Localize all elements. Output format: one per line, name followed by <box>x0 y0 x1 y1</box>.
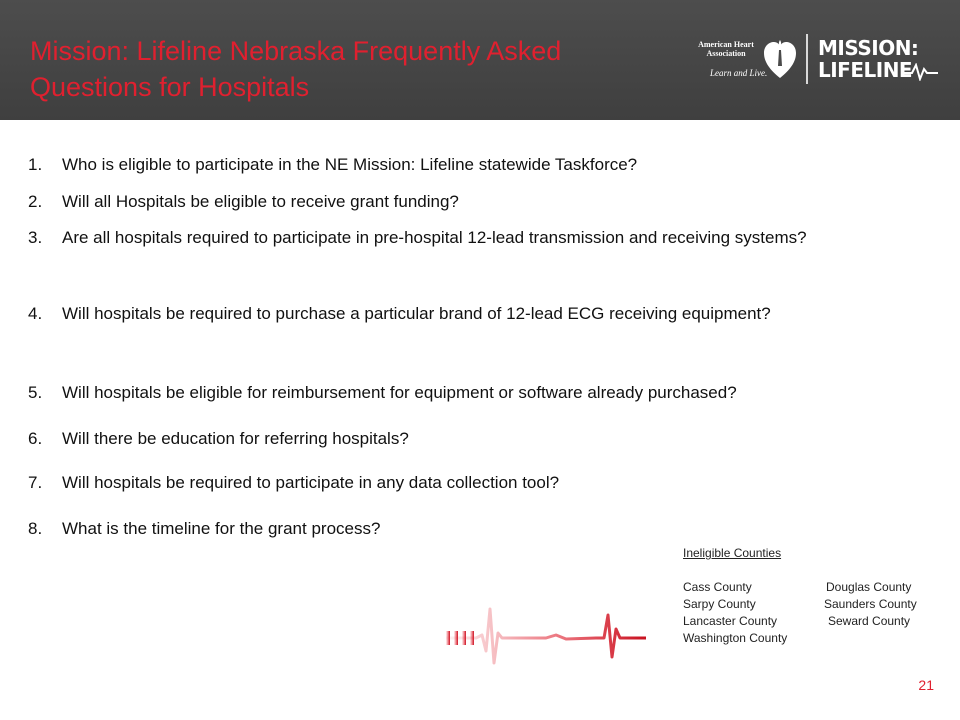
aha-logo-text <box>694 40 758 58</box>
faq-question: What is the timeline for the grant process? <box>62 519 381 538</box>
county-name: Cass County <box>683 580 752 594</box>
mission-lifeline-logo-line2: LIFELINE <box>818 58 913 82</box>
mission-lifeline-logo-line1: MISSION: <box>818 36 919 60</box>
faq-number: 7. <box>28 473 43 492</box>
faq-item <box>28 296 928 332</box>
faq-question: Are all hospitals required to participate in pre-hospital 12-lead transmission and receiving systems? <box>62 228 807 247</box>
ineligible-counties-title: Ineligible Counties <box>683 546 782 560</box>
county-name: Lancaster County <box>683 614 778 628</box>
mission-lifeline-logo <box>818 37 938 85</box>
county-row <box>683 613 945 630</box>
county-name: Saunders County <box>824 597 917 611</box>
faq-question: Will all Hospitals be eligible to receive grant funding? <box>62 192 459 211</box>
faq-number: 8. <box>28 519 43 538</box>
faq-number: 6. <box>28 429 43 448</box>
faq-item <box>28 425 928 452</box>
ekg-heartbeat-graphic <box>446 605 646 665</box>
faq-question: Will there be education for referring hospitals? <box>62 429 409 448</box>
page-number: 21 <box>918 677 934 693</box>
faq-item <box>28 515 928 542</box>
faq-item <box>28 188 928 215</box>
faq-item <box>28 224 928 251</box>
faq-question: Who is eligible to participate in the NE Mission: Lifeline statewide Taskforce? <box>62 155 638 174</box>
faq-item <box>28 469 928 496</box>
county-name: Douglas County <box>826 580 912 594</box>
logo-divider <box>806 34 808 84</box>
header-bar <box>0 0 960 120</box>
faq-number: 5. <box>28 383 43 402</box>
county-name: Washington County <box>683 631 788 645</box>
county-name: Sarpy County <box>683 597 756 611</box>
faq-number: 1. <box>28 155 43 174</box>
heartbeat-line-icon <box>902 63 938 81</box>
faq-question: Will hospitals be eligible for reimbursement for equipment or software already purchased? <box>62 383 737 402</box>
heart-torch-icon <box>762 36 798 82</box>
faq-number: 2. <box>28 192 43 211</box>
faq-number: 4. <box>28 304 43 323</box>
aha-logo-line2: Association <box>706 49 746 58</box>
faq-item <box>28 379 928 406</box>
county-row <box>683 579 945 596</box>
aha-logo-line1: American Heart <box>698 40 754 49</box>
spacer <box>683 562 945 579</box>
faq-item <box>28 151 928 178</box>
county-row <box>683 596 945 613</box>
faq-number: 3. <box>28 228 43 247</box>
faq-question: Will hospitals be required to participate in any data collection tool? <box>62 473 560 492</box>
county-row <box>683 630 945 647</box>
american-heart-association-logo <box>694 34 798 86</box>
faq-question: Will hospitals be required to purchase a particular brand of 12-lead ECG receiving equipment? <box>62 304 771 323</box>
slide-title: Mission: Lifeline Nebraska Frequently Asked Questions for Hospitals <box>30 36 562 102</box>
aha-tagline: Learn and Live. <box>710 68 768 78</box>
ineligible-counties-box <box>683 545 945 647</box>
county-name: Seward County <box>828 614 911 628</box>
